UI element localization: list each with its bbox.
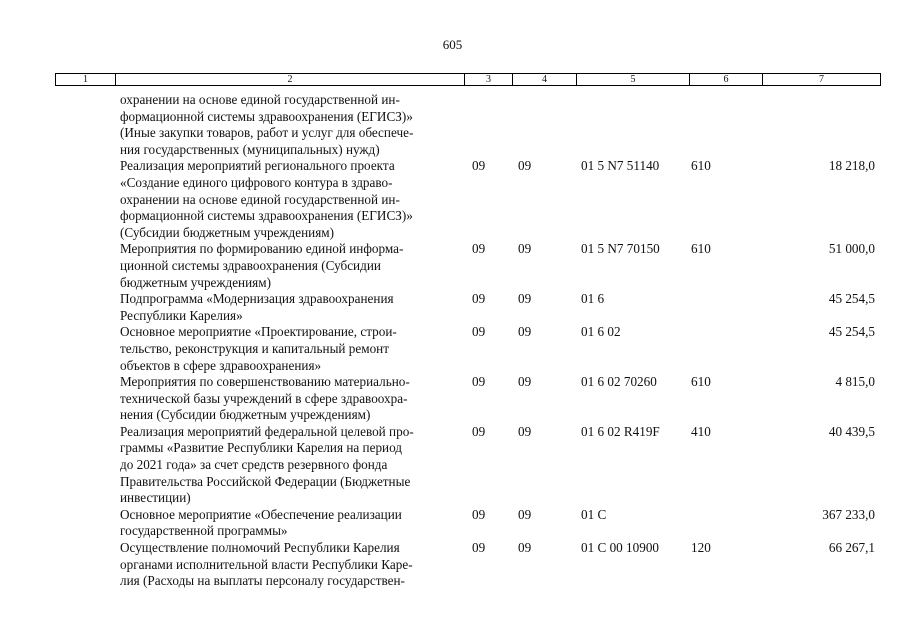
row-description (120, 540, 460, 590)
description-line: формационной системы здравоохранения (ЕГИСЗ)» (120, 208, 413, 224)
subsection-code: 09 (518, 506, 532, 522)
row-description (120, 92, 460, 158)
target-article-code: 01 6 02 (581, 324, 621, 340)
subsection-code: 09 (518, 540, 532, 556)
description-line: формационной системы здравоохранения (ЕГИСЗ)» (120, 108, 413, 124)
expense-type-code: 120 (691, 540, 711, 556)
description-line: государственной программы» (120, 523, 288, 539)
row-description (120, 291, 460, 324)
description-line: ционной системы здравоохранения (Субсидии (120, 257, 381, 273)
section-code: 09 (472, 423, 486, 439)
section-code: 09 (472, 291, 486, 307)
section-code: 09 (472, 158, 486, 174)
row-description (120, 324, 460, 374)
amount: 4 815,0 (835, 374, 875, 390)
description-line: органами исполнительной власти Республики Каре- (120, 556, 413, 572)
column-header-7: 7 (763, 74, 881, 86)
column-header-3: 3 (465, 74, 513, 86)
row-description (120, 158, 460, 241)
target-article-code: 01 6 02 R419F (581, 423, 660, 439)
description-line: Основное мероприятие «Обеспечение реализации (120, 506, 402, 522)
description-line: граммы «Развитие Республики Карелия на период (120, 440, 403, 456)
page-number: 605 (442, 37, 463, 52)
description-line: Правительства Российской Федерации (Бюджетные (120, 473, 411, 489)
row-description (120, 507, 460, 540)
subsection-code: 09 (518, 374, 532, 390)
table-row (0, 374, 905, 424)
amount: 66 267,1 (828, 540, 875, 556)
description-line: бюджетным учреждениям) (120, 274, 271, 290)
expense-type-code: 610 (691, 374, 711, 390)
amount: 51 000,0 (828, 241, 875, 257)
row-description (120, 424, 460, 507)
table-row (0, 540, 905, 590)
expense-type-code: 610 (691, 241, 711, 257)
column-header-table (55, 73, 881, 86)
column-header-5: 5 (577, 74, 690, 86)
amount: 18 218,0 (828, 158, 875, 174)
amount: 45 254,5 (828, 291, 875, 307)
target-article-code: 01 6 02 70260 (581, 374, 657, 390)
description-line: Республики Карелия» (120, 307, 243, 323)
column-header-4: 4 (513, 74, 577, 86)
description-line: ния государственных (муниципальных) нужд) (120, 141, 380, 157)
table-row (0, 92, 905, 158)
target-article-code: 01 С 00 10900 (581, 540, 660, 556)
section-code: 09 (472, 506, 486, 522)
amount: 40 439,5 (828, 423, 875, 439)
description-line: нения (Субсидии бюджетным учреждениям) (120, 407, 371, 423)
description-line: охранении на основе единой государственной ин- (120, 191, 400, 207)
column-header-6: 6 (690, 74, 763, 86)
target-article-code: 01 5 N7 51140 (581, 158, 660, 174)
table-row (0, 291, 905, 324)
column-header-1: 1 (56, 74, 116, 86)
description-line: до 2021 года» за счет средств резервного фонда (120, 457, 388, 473)
expense-type-code: 610 (691, 158, 711, 174)
section-code: 09 (472, 540, 486, 556)
subsection-code: 09 (518, 423, 532, 439)
description-line: Осуществление полномочий Республики Карелия (120, 540, 400, 556)
description-line: объектов в сфере здравоохранения» (120, 357, 322, 373)
amount: 367 233,0 (822, 506, 875, 522)
description-line: Реализация мероприятий федеральной целевой про- (120, 423, 414, 439)
description-line: технической базы учреждений в сфере здравоохра- (120, 390, 408, 406)
table-row (0, 241, 905, 291)
description-line: Основное мероприятие «Проектирование, строи- (120, 324, 397, 340)
section-code: 09 (472, 324, 486, 340)
description-line: «Создание единого цифрового контура в здраво- (120, 174, 393, 190)
subsection-code: 09 (518, 324, 532, 340)
target-article-code: 01 6 (581, 291, 605, 307)
table-row (0, 324, 905, 374)
column-header-2: 2 (116, 74, 465, 86)
description-line: Мероприятия по совершенствованию материально- (120, 374, 410, 390)
description-line: лия (Расходы на выплаты персоналу государствен- (120, 573, 405, 589)
row-description (120, 374, 460, 424)
expense-type-code: 410 (691, 423, 711, 439)
table-row (0, 424, 905, 507)
description-line: тельство, реконструкция и капитальный ремонт (120, 340, 389, 356)
section-code: 09 (472, 374, 486, 390)
subsection-code: 09 (518, 158, 532, 174)
description-line: (Субсидии бюджетным учреждениям) (120, 224, 334, 240)
section-code: 09 (472, 241, 486, 257)
description-line: Мероприятия по формированию единой информа- (120, 241, 404, 257)
column-header-row (56, 74, 881, 86)
table-body (0, 92, 905, 590)
target-article-code: 01 5 N7 70150 (581, 241, 660, 257)
table-row (0, 507, 905, 540)
description-line: (Иные закупки товаров, работ и услуг для обеспече- (120, 125, 414, 141)
description-line: Подпрограмма «Модернизация здравоохранения (120, 291, 394, 307)
amount: 45 254,5 (828, 324, 875, 340)
target-article-code: 01 С (581, 506, 607, 522)
row-description (120, 241, 460, 291)
subsection-code: 09 (518, 241, 532, 257)
description-line: охранении на основе единой государственной ин- (120, 92, 400, 107)
description-line: инвестиции) (120, 490, 191, 506)
description-line: Реализация мероприятий регионального проекта (120, 158, 395, 174)
table-row (0, 158, 905, 241)
subsection-code: 09 (518, 291, 532, 307)
